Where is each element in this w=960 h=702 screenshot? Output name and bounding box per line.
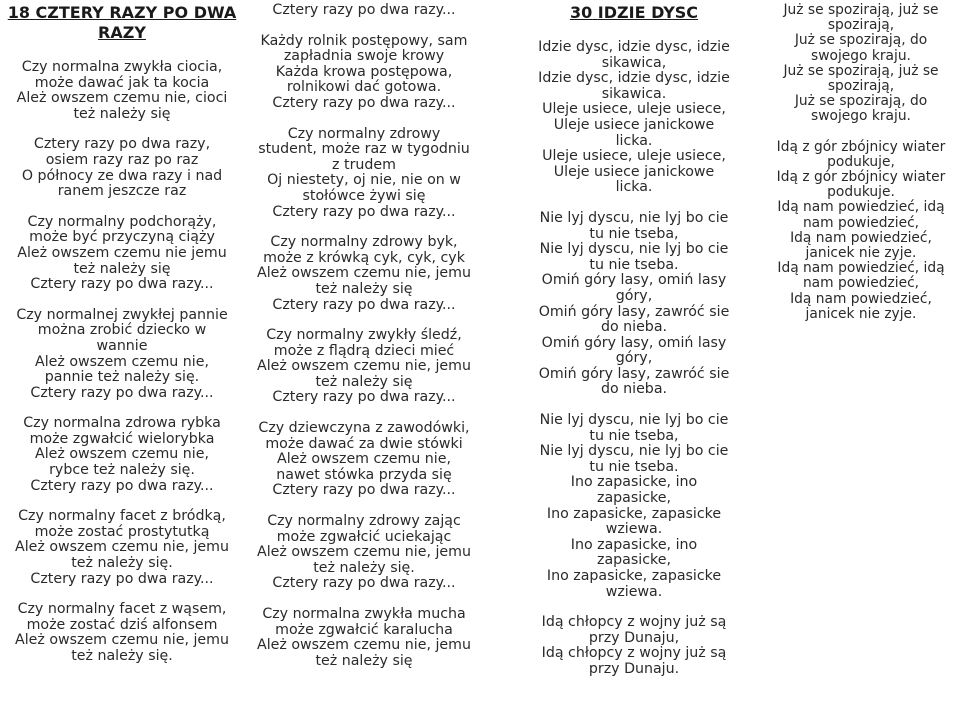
- lyric-line: Idzie dysc, idzie dysc, idzie: [538, 39, 730, 55]
- lyric-line: Już se spozirają, do: [794, 93, 928, 110]
- lyric-line: Idą chłopcy z wojny już są: [541, 645, 727, 662]
- song-number: 30: [569, 3, 593, 22]
- lyric-line: też należy się.: [71, 648, 173, 664]
- stanza: [0, 60, 244, 122]
- lyric-line: może zgwałcić uciekając: [276, 528, 452, 545]
- lyric-line: Idą nam powiedzieć,: [790, 229, 932, 246]
- lyric-line: nawet stówka przyda się: [276, 466, 452, 483]
- lyric-line: Omiń góry lasy, zawróć sie: [538, 365, 730, 382]
- lyric-line: Czy normalna zwykła mucha: [262, 606, 466, 622]
- stanza: [0, 602, 244, 664]
- stanza: [514, 615, 754, 677]
- lyric-line: Cztery razy po dwa razy...: [272, 482, 456, 499]
- lyric-line: może z flądrą dzieci mieć: [273, 342, 455, 359]
- lyric-line: Czy normalny zdrowy zając: [267, 513, 461, 530]
- lyric-line: Cztery razy po dwa razy...: [272, 389, 456, 406]
- lyric-line: stołówce żywi się: [302, 187, 426, 204]
- lyric-line: tu nie tseba,: [589, 225, 679, 242]
- lyric-line: Czy normalny facet z bródką,: [18, 508, 226, 525]
- lyric-line: Uleje usiece, uleje usiece,: [542, 101, 726, 118]
- lyric-line: Ino zapasicke, ino: [570, 536, 698, 553]
- lyric-line: nam powiedzieć,: [802, 214, 920, 231]
- stanza: [0, 308, 244, 402]
- lyric-line: może dawać jak ta kocia: [34, 74, 210, 91]
- lyric-line: Ino zapasicke, ino: [570, 474, 698, 491]
- stanza: [244, 3, 484, 19]
- column-2: [244, 0, 484, 669]
- lyric-line: Ależ owszem czemu nie, cioci: [16, 90, 228, 107]
- lyric-line: Czy normalna zdrowa rybka: [23, 415, 221, 432]
- lyric-line: swojego kraju.: [811, 108, 911, 125]
- lyric-line: Nie lyj dyscu, nie lyj bo cie: [539, 209, 729, 226]
- lyric-line: Ależ owszem czemu nie,: [35, 446, 209, 463]
- lyric-line: Już se spozirają, już se: [783, 2, 939, 18]
- lyric-line: Ależ owszem czemu nie jemu: [17, 244, 227, 261]
- lyric-line: Idą z gór zbójnicy wiater: [776, 138, 946, 155]
- lyric-line: wziewa.: [605, 583, 663, 600]
- lyric-line: Czy normalnej zwykłej pannie: [16, 306, 228, 323]
- column-3: [514, 0, 754, 678]
- lyric-line: też należy się: [315, 373, 413, 390]
- lyric-line: Każda krowa postępowa,: [275, 63, 453, 80]
- lyric-line: Czy normalny podchorąży,: [27, 213, 217, 230]
- lyric-line: Ależ owszem czemu nie, jemu: [257, 358, 471, 375]
- lyric-line: Idą nam powiedzieć,: [790, 290, 932, 307]
- lyric-line: student, może raz w tygodniu: [258, 141, 470, 158]
- stanza: [244, 34, 484, 112]
- lyric-line: Omiń góry lasy, omiń lasy: [541, 334, 727, 351]
- lyric-line: Nie lyj dyscu, nie lyj bo cie: [539, 241, 729, 258]
- lyric-line: ranem jeszcze raz: [57, 183, 187, 200]
- song-lyrics-continued: [244, 3, 484, 669]
- stanza: [514, 211, 754, 398]
- lyric-line: nam powiedzieć,: [802, 275, 920, 292]
- lyric-line: zapładnia swoje krowy: [283, 48, 445, 65]
- column-1: [0, 0, 244, 665]
- lyric-line: wziewa.: [605, 521, 663, 538]
- lyric-line: spozirają,: [827, 78, 895, 95]
- song-title-text: IDZIE DYSC: [597, 3, 699, 22]
- lyric-line: Omiń góry lasy, omiń lasy: [541, 272, 727, 289]
- song-lyrics: [514, 40, 754, 678]
- stanza: [244, 127, 484, 221]
- lyric-line: pannie też należy się.: [44, 369, 200, 386]
- lyric-line: może zgwałcić karalucha: [275, 621, 453, 638]
- lyric-line: Cztery razy po dwa razy...: [272, 94, 456, 111]
- lyric-line: Idą nam powiedzieć, idą: [777, 260, 945, 277]
- stanza: [514, 40, 754, 196]
- lyric-line: Uleje usiece, uleje usiece,: [542, 148, 726, 165]
- lyric-line: do nieba.: [600, 381, 668, 398]
- lyric-line: Idą nam powiedzieć, idą: [777, 199, 945, 216]
- lyric-line: może zostać prostytutką: [34, 523, 210, 540]
- lyric-line: Cztery razy po dwa razy...: [30, 384, 214, 401]
- stanza: [244, 421, 484, 499]
- stanza: [514, 413, 754, 600]
- lyric-line: Idzie dysc, idzie dysc, idzie: [538, 70, 730, 87]
- lyric-line: Ależ owszem czemu nie,: [277, 451, 451, 468]
- lyric-line: Nie lyj dyscu, nie lyj bo cie: [539, 443, 729, 460]
- lyric-line: Nie lyj dyscu, nie lyj bo cie: [539, 412, 729, 429]
- lyric-line: z trudem: [332, 156, 396, 173]
- lyric-line: Cztery razy po dwa razy...: [30, 477, 214, 494]
- lyric-line: Cztery razy po dwa razy...: [30, 276, 214, 293]
- stanza: [762, 3, 960, 125]
- lyric-line: wannie: [96, 337, 148, 354]
- lyric-line: też należy się: [73, 260, 171, 277]
- lyric-line: Ależ owszem czemu nie,: [35, 353, 209, 370]
- lyric-line: zapasicke,: [597, 552, 671, 569]
- lyric-line: góry,: [615, 350, 653, 367]
- lyric-line: licka.: [615, 179, 653, 196]
- lyric-line: Ależ owszem czemu nie, jemu: [257, 265, 471, 282]
- stanza: [0, 416, 244, 494]
- lyric-line: może dawać za dwie stówki: [265, 435, 463, 452]
- song-title-text: CZTERY RAZY PO DWA RAZY: [35, 3, 237, 42]
- stanza: [244, 235, 484, 313]
- lyric-line: przy Dunaju.: [588, 660, 680, 677]
- lyric-line: Uleje usiece janickowe: [553, 163, 715, 180]
- lyric-line: też należy się: [315, 280, 413, 297]
- song-lyrics-continued: [762, 3, 960, 322]
- lyric-line: Czy dziewczyna z zawodówki,: [258, 420, 470, 437]
- lyric-line: góry,: [615, 287, 653, 304]
- lyric-line: Czy normalna zwykła ciocia,: [21, 59, 223, 75]
- lyric-line: Cztery razy po dwa razy,: [33, 136, 211, 153]
- lyric-line: janicek nie zyje.: [805, 245, 917, 262]
- lyric-line: rybce też należy się.: [49, 462, 195, 479]
- lyric-line: do nieba.: [600, 319, 668, 336]
- stanza: [0, 137, 244, 199]
- lyric-line: może zgwałcić wielorybka: [29, 430, 215, 447]
- lyric-line: Cztery razy po dwa razy...: [272, 296, 456, 313]
- song-title-cztery-razy: [0, 3, 244, 43]
- lyric-line: Czy normalny zwykły śledź,: [266, 327, 462, 344]
- lyric-line: Cztery razy po dwa razy...: [272, 203, 456, 220]
- lyric-line: swojego kraju.: [811, 47, 911, 64]
- lyric-line: rolnikowi dać gotowa.: [286, 79, 442, 96]
- lyric-line: Czy normalny zdrowy byk,: [270, 234, 458, 251]
- lyric-line: licka.: [615, 132, 653, 149]
- lyric-line: Cztery razy po dwa razy...: [272, 2, 456, 18]
- lyric-line: Uleje usiece janickowe: [553, 116, 715, 133]
- lyric-line: osiem razy raz po raz: [45, 151, 199, 168]
- lyric-line: spozirają,: [827, 17, 895, 34]
- lyric-line: janicek nie zyje.: [805, 305, 917, 322]
- lyric-line: sikawica.: [601, 85, 667, 102]
- lyric-line: też należy się.: [313, 559, 415, 576]
- lyric-line: może zostać dziś alfonsem: [26, 616, 218, 633]
- lyric-line: Omiń góry lasy, zawróć sie: [538, 303, 730, 320]
- lyric-line: tu nie tseba.: [589, 458, 679, 475]
- stanza: [762, 140, 960, 322]
- lyric-line: Już se spozirają, już se: [783, 62, 939, 79]
- lyric-line: sikawica,: [601, 54, 667, 71]
- stanza: [244, 328, 484, 406]
- lyric-line: O północy ze dwa razy i nad: [21, 167, 223, 184]
- lyric-line: tu nie tseba,: [589, 427, 679, 444]
- song-number: 18: [7, 3, 30, 22]
- lyric-line: zapasicke,: [597, 490, 671, 507]
- column-4: [762, 0, 960, 322]
- lyric-line: też należy się: [315, 652, 413, 669]
- lyric-line: przy Dunaju,: [588, 629, 680, 646]
- lyric-line: podukuje,: [827, 153, 895, 170]
- song-lyrics: [0, 60, 244, 665]
- lyric-line: Ależ owszem czemu nie, jemu: [257, 544, 471, 561]
- lyric-line: Cztery razy po dwa razy...: [272, 575, 456, 592]
- lyric-line: Ależ owszem czemu nie, jemu: [257, 637, 471, 654]
- lyric-line: Już se spozirają, do: [794, 32, 928, 49]
- lyric-line: Czy normalny facet z wąsem,: [17, 601, 227, 618]
- lyric-line: Cztery razy po dwa razy...: [30, 570, 214, 587]
- lyric-line: też należy się: [73, 105, 171, 122]
- stanza: [244, 607, 484, 669]
- lyric-line: Ino zapasicke, zapasicke: [546, 568, 722, 584]
- lyric-line: Oj niestety, oj nie, nie on w: [267, 172, 461, 189]
- lyric-line: podukuje.: [827, 184, 895, 201]
- stanza: [0, 509, 244, 587]
- lyric-line: Idą chłopcy z wojny już są: [541, 614, 727, 631]
- lyric-line: Ależ owszem czemu nie, jemu: [15, 632, 229, 649]
- song-title-idzie-dysc: [514, 3, 754, 23]
- stanza: [244, 514, 484, 592]
- lyric-line: Każdy rolnik postępowy, sam: [260, 32, 468, 49]
- lyric-line: może z krówką cyk, cyk, cyk: [263, 249, 465, 266]
- lyric-line: też należy się.: [71, 555, 173, 572]
- lyric-line: Ino zapasicke, zapasicke: [546, 505, 722, 522]
- stanza: [0, 215, 244, 293]
- lyric-line: Czy normalny zdrowy: [287, 125, 441, 142]
- lyric-line: można zrobić dziecko w: [37, 322, 207, 339]
- lyric-line: tu nie tseba.: [589, 256, 679, 273]
- lyric-line: może być przyczyną ciąży: [29, 229, 215, 246]
- lyric-line: Idą z gór zbójnicy wiater: [776, 169, 946, 186]
- lyric-line: Ależ owszem czemu nie, jemu: [15, 539, 229, 556]
